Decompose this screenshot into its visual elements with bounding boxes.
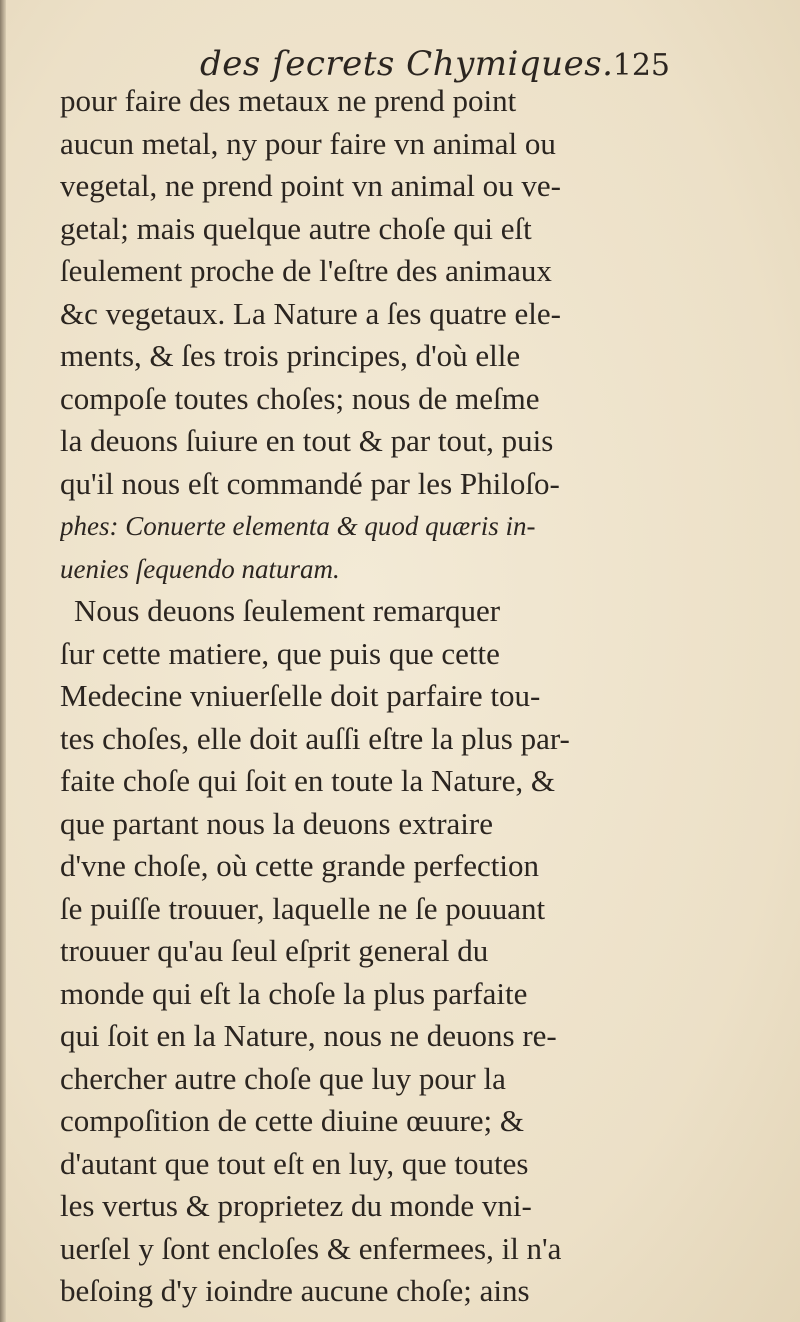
body-text	[60, 80, 660, 1313]
text-line: trouuer qu'au ſeul eſprit general du	[60, 933, 489, 968]
text-line: &c vegetaux. La Nature a ſes quatre ele-	[60, 295, 561, 331]
text-line: ſur cette matiere, que puis que cette	[60, 635, 500, 671]
page-number: 125	[612, 48, 670, 83]
text-line: la deuons ſuiure en tout & par tout, puis	[60, 423, 554, 458]
text-line: beſoing d'y ioindre aucune choſe; ains	[60, 1273, 530, 1308]
text-line: compoſe toutes choſes; nous de meſme	[60, 380, 540, 416]
page-gutter-edge	[0, 0, 6, 1322]
text-line: monde qui eſt la choſe la plus parfaite	[60, 975, 528, 1011]
text-line: vegetal, ne prend point vn animal ou ve-	[60, 168, 562, 203]
text-line-latin: uenies ſequendo naturam.	[60, 553, 340, 584]
text-line: d'autant que tout eſt en luy, que toutes	[60, 1145, 529, 1181]
text-line: chercher autre choſe que luy pour la	[60, 1060, 506, 1096]
text-line: compoſition de cette diuine œuure; &	[60, 1103, 525, 1138]
text-line: pour faire des metaux ne prend point	[60, 83, 517, 118]
text-line-latin: phes: Conuerte elementa & quod quæris in-	[60, 511, 536, 541]
paragraph-start-line: Nous deuons ſeulement remarquer	[74, 593, 501, 628]
text-line: aucun metal, ny pour faire vn animal ou	[60, 125, 556, 161]
text-line: getal; mais quelque autre choſe qui eſt	[60, 210, 532, 246]
text-line: tes choſes, elle doit auſſi eſtre la plus par-	[60, 720, 570, 756]
text-line: ments, & ſes trois principes, d'où elle	[60, 338, 521, 373]
text-line: d'vne choſe, où cette grande perfection	[60, 848, 539, 883]
text-line: qui ſoit en la Nature, nous ne deuons re-	[60, 1018, 557, 1053]
running-head: des ſecrets Chymiques.	[200, 44, 614, 84]
text-line: ſe puiſſe trouuer, laquelle ne ſe pouuant	[60, 890, 546, 926]
text-line: que partant nous la deuons extraire	[60, 805, 493, 841]
text-line: Medecine vniuerſelle doit parfaire tou-	[60, 678, 541, 713]
text-line: faite choſe qui ſoit en toute la Nature, &	[60, 763, 555, 798]
text-line: qu'il nous eſt commandé par les Philoſo-	[60, 465, 560, 501]
text-line: ſeulement proche de l'eſtre des animaux	[60, 253, 552, 288]
text-line: les vertus & proprietez du monde vni-	[60, 1188, 532, 1223]
text-line: uerſel y ſont encloſes & enfermees, il n'a	[60, 1230, 562, 1266]
